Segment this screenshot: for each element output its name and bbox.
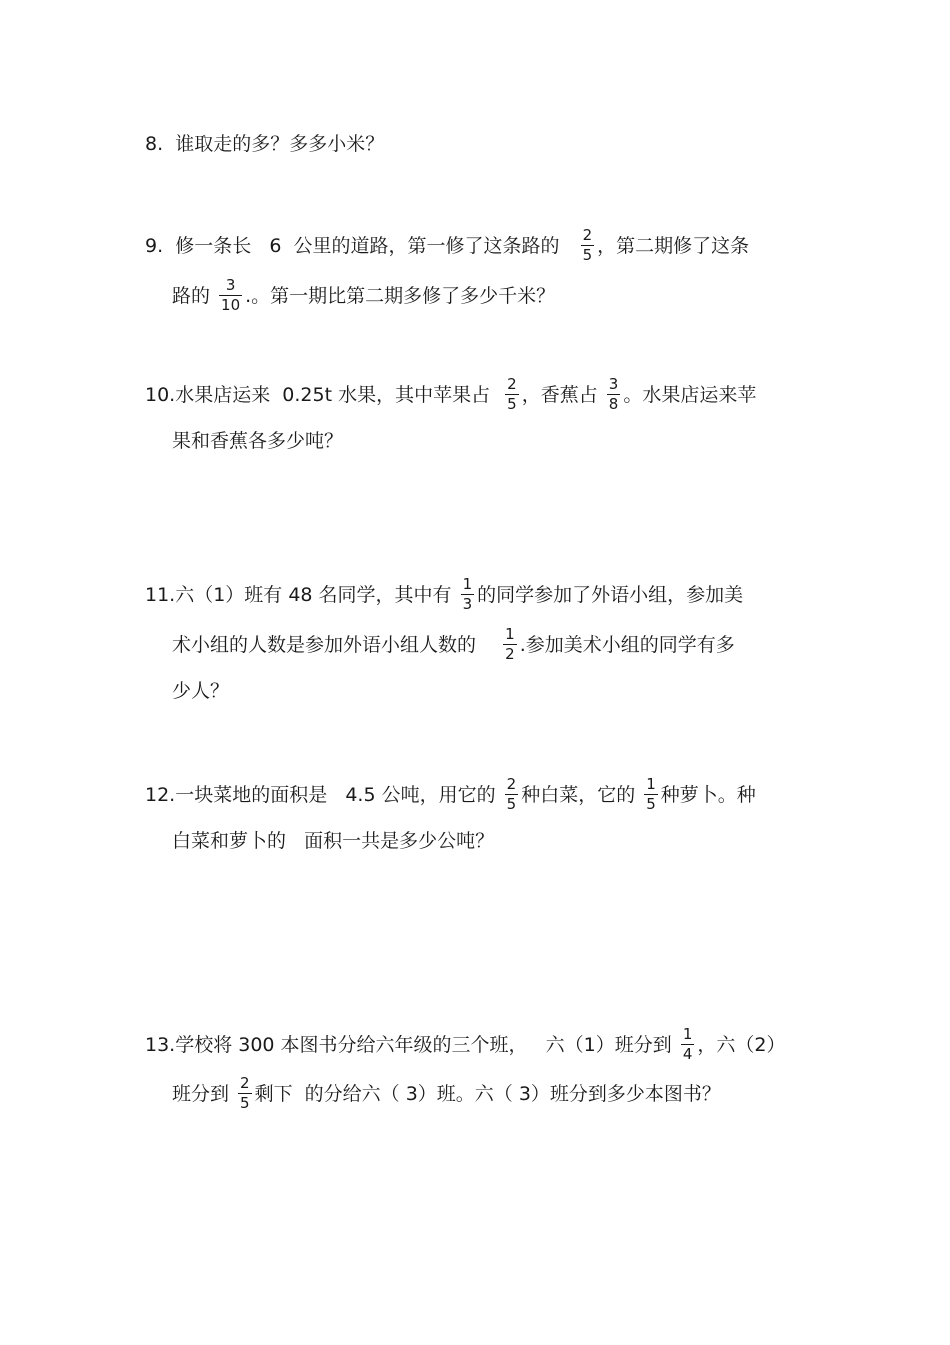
problem-8-line-1 (145, 132, 384, 156)
problem-12-line-1 (145, 775, 756, 813)
problem-text: .参加美术小组的同学有多 (519, 634, 735, 656)
problem-9-line-2 (172, 276, 556, 314)
problem-12-line-2 (172, 829, 494, 853)
fraction-denominator: 2 (505, 645, 515, 663)
fraction-numerator: 1 (462, 575, 473, 593)
fraction-denominator: 5 (582, 246, 593, 264)
problem-text: 9. 修一条长 6 公里的道路，第一修了这条路的 (145, 235, 578, 257)
fraction-denominator: 5 (506, 795, 517, 813)
fraction-denominator: 5 (240, 1094, 250, 1112)
problem-13-line-2 (172, 1074, 721, 1112)
problem-11-line-3 (172, 679, 229, 703)
fraction (607, 377, 621, 412)
fraction (238, 1076, 252, 1111)
problem-text: 的同学参加了外语小组，参加美 (477, 584, 744, 606)
problem-text: 剩下 的分给六（ 3）班。六（ 3）班分到多少本图书？ (254, 1083, 721, 1105)
fraction (681, 1027, 695, 1062)
problem-text: 少人？ (172, 680, 230, 702)
problem-text: ，第二期修了这条 (597, 235, 750, 257)
problem-text: 种白菜，它的 (521, 784, 642, 806)
fraction-numerator: 3 (225, 276, 236, 294)
fraction (644, 777, 658, 812)
fraction (503, 627, 517, 662)
fraction-numerator: 1 (505, 625, 515, 643)
fraction-numerator: 2 (582, 226, 593, 244)
problem-text: 12.一块菜地的面积是 4.5 公吨，用它的 (145, 784, 502, 806)
problem-10-line-2 (172, 429, 343, 453)
problem-10-line-1 (145, 375, 757, 413)
fraction (505, 777, 519, 812)
problem-text: 10.水果店运来 0.25t 水果，其中苹果占 (145, 384, 503, 406)
fraction-denominator: 10 (221, 296, 241, 314)
problem-text: 果和香蕉各多少吨？ (172, 430, 344, 452)
fraction-denominator: 5 (646, 795, 656, 813)
problem-text: 种萝卜。种 (660, 784, 756, 806)
fraction (505, 377, 519, 412)
problem-text: .。第一期比第二期多修了多少千米？ (245, 285, 556, 307)
problem-text: ，香蕉占 (521, 384, 604, 406)
problem-9-line-1 (145, 226, 750, 264)
fraction-numerator: 1 (682, 1025, 693, 1043)
problem-11-line-1 (145, 575, 744, 613)
problem-text: 8. 谁取走的多？多多小米？ (145, 133, 385, 155)
fraction (581, 228, 595, 263)
problem-text: 13.学校将 300 本图书分给六年级的三个班， 六（1）班分到 (145, 1034, 678, 1056)
problem-text: ，六（2） (697, 1034, 786, 1056)
problem-text: 术小组的人数是参加外语小组人数的 (172, 634, 501, 656)
problem-13-line-1 (145, 1025, 786, 1063)
fraction-denominator: 5 (507, 395, 517, 413)
fraction (219, 278, 242, 313)
problem-text: 白菜和萝卜的 面积一共是多少公吨？ (172, 830, 495, 852)
fraction-numerator: 2 (240, 1074, 250, 1092)
problem-text: 。水果店运来苹 (623, 384, 757, 406)
problem-text: 路的 (172, 285, 217, 307)
fraction-numerator: 3 (608, 375, 619, 393)
fraction-denominator: 8 (608, 395, 619, 413)
fraction-denominator: 4 (682, 1045, 693, 1063)
problem-text: 11.六（1）班有 48 名同学，其中有 (145, 584, 458, 606)
fraction-numerator: 2 (507, 375, 517, 393)
problem-11-line-2 (172, 625, 735, 663)
fraction-numerator: 2 (506, 775, 517, 793)
fraction-numerator: 1 (646, 775, 656, 793)
problem-text: 班分到 (172, 1083, 236, 1105)
fraction (461, 577, 475, 612)
fraction-denominator: 3 (462, 595, 473, 613)
